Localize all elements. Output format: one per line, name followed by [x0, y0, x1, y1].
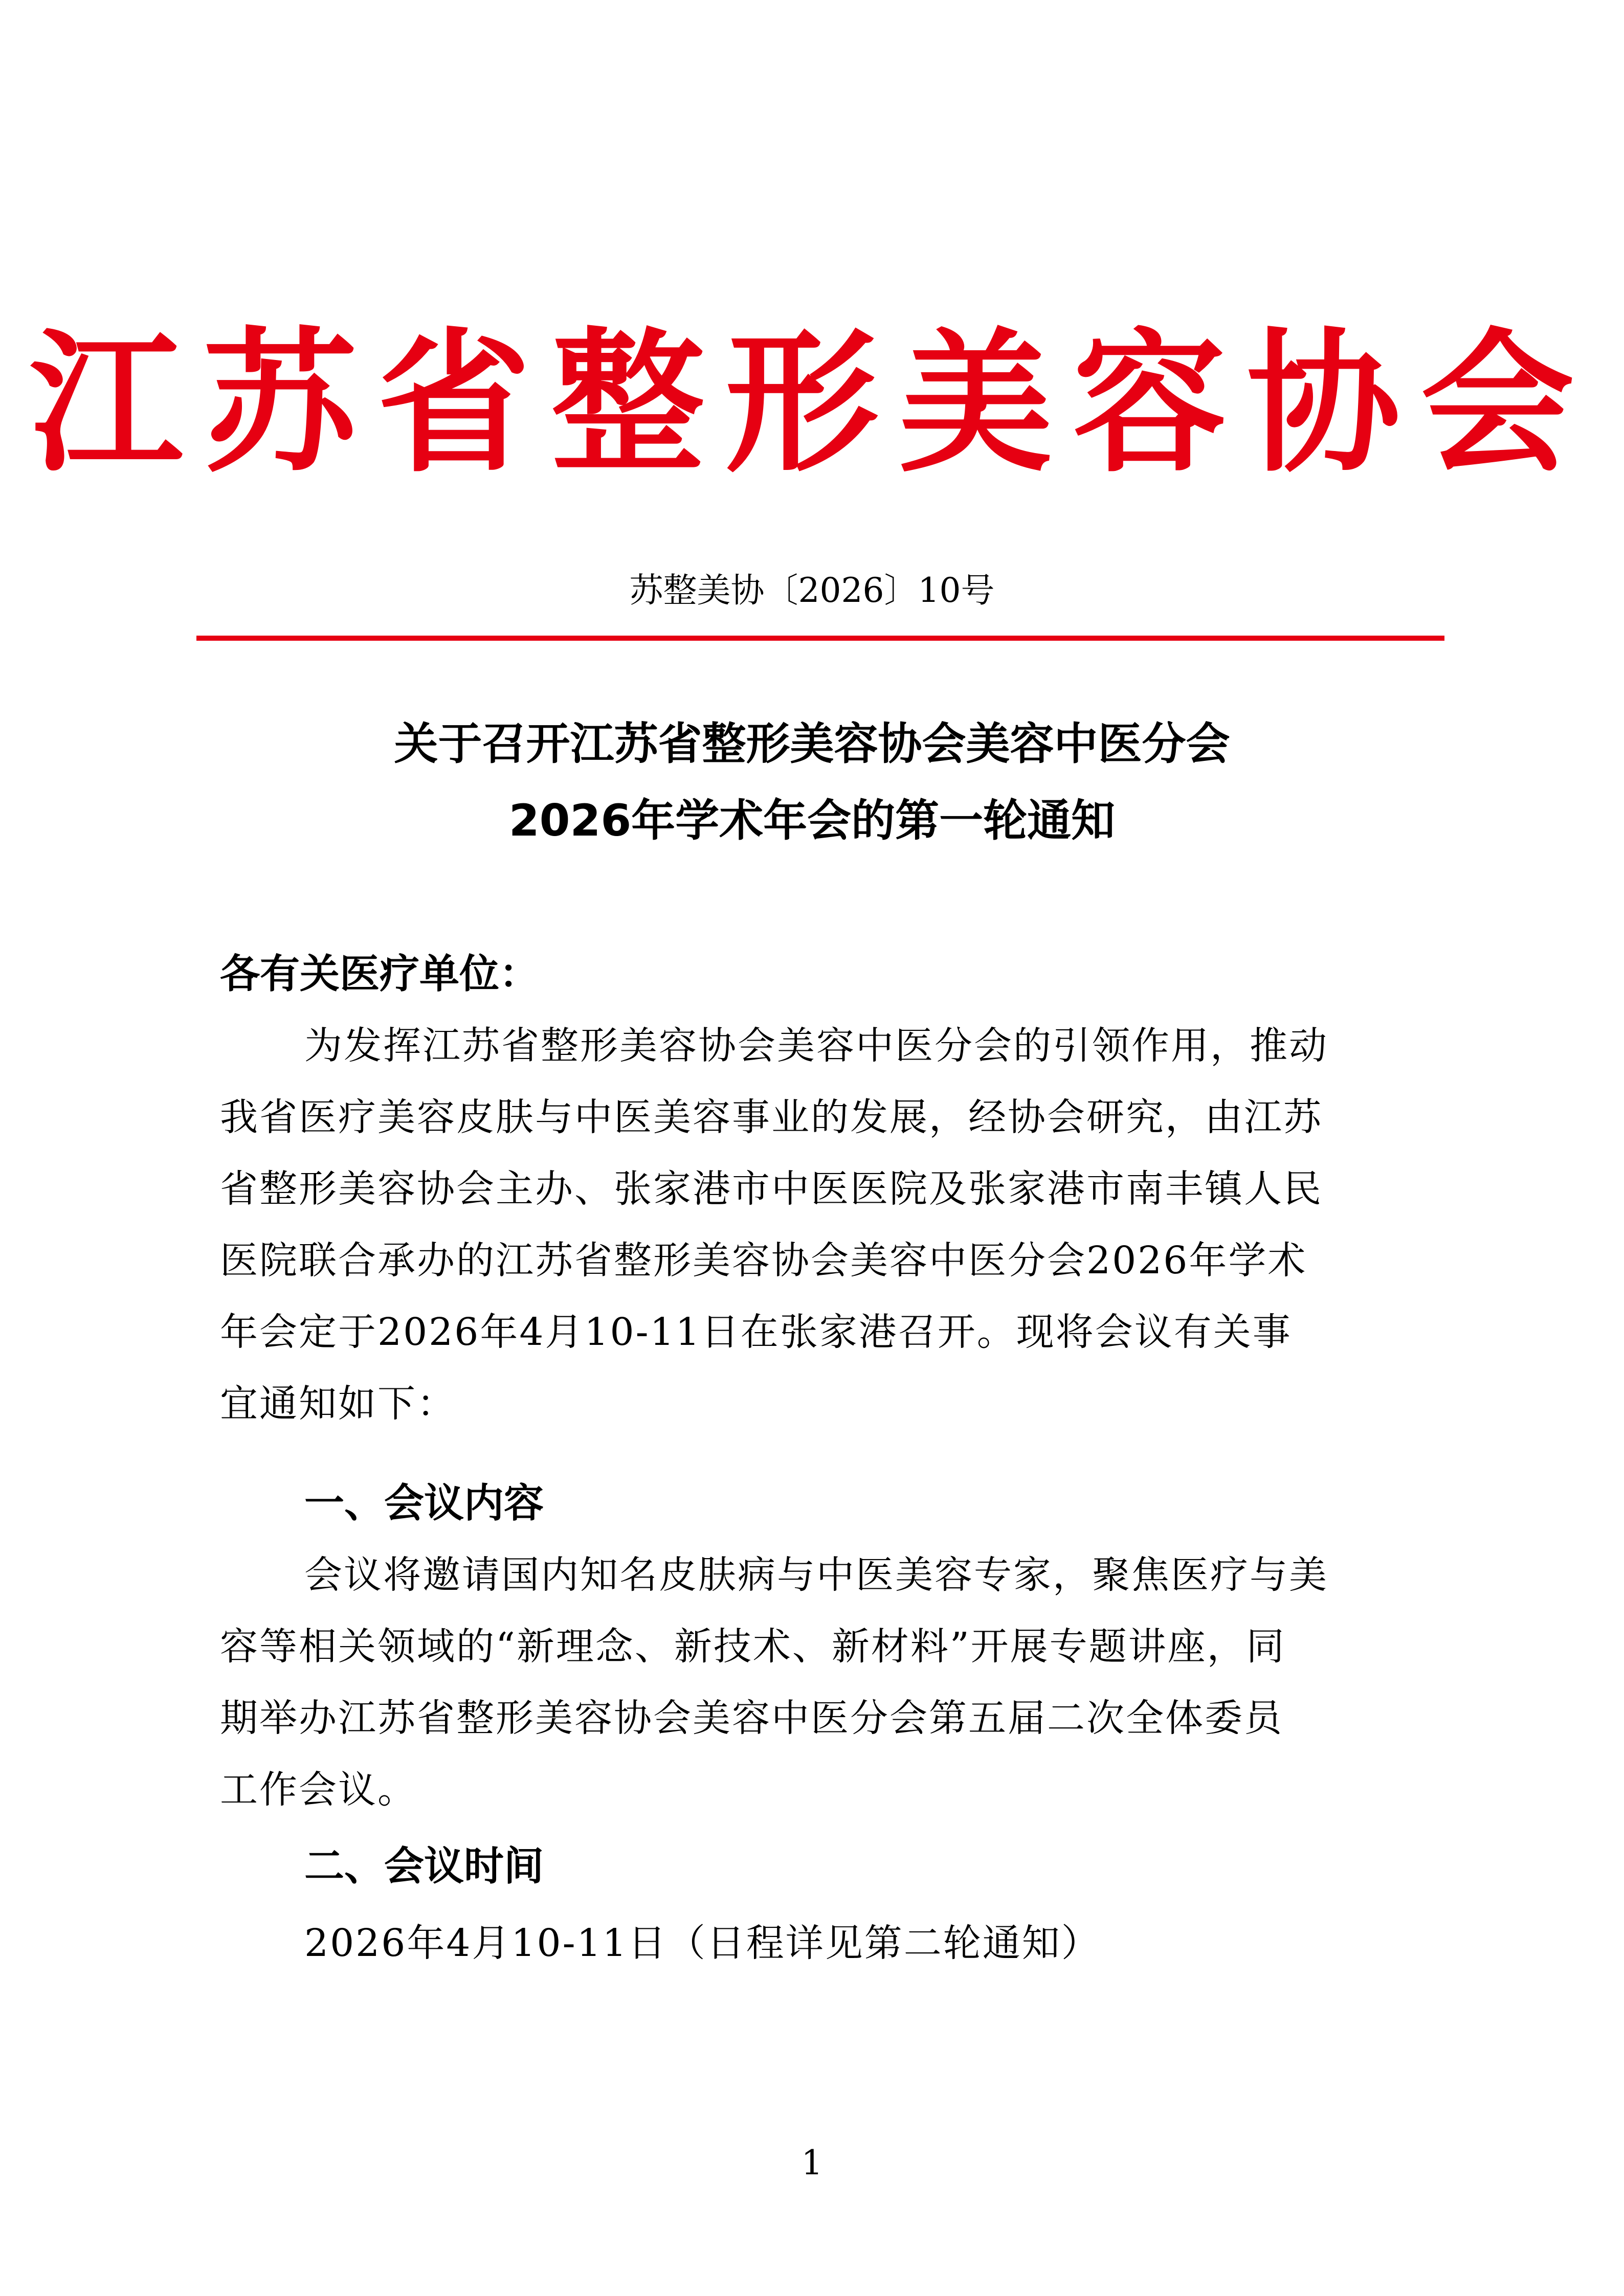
organization-name: 江苏省整形美容协会: [29, 314, 1595, 493]
intro-paragraph-line: 省整形美容协会主办、张家港市中医医院及张家港市南丰镇人民: [220, 1167, 1323, 1211]
salutation: 各有关医疗单位：: [220, 951, 540, 997]
section-content-line: 工作会议。: [220, 1768, 417, 1812]
page-number: 1: [801, 2143, 823, 2182]
section-content-line: 期举办江苏省整形美容协会美容中医分会第五届二次全体委员: [220, 1696, 1283, 1740]
intro-paragraph-line: 医院联合承办的江苏省整形美容协会美容中医分会2026年学术: [220, 1239, 1307, 1282]
section-content-line: 会议将邀请国内知名皮肤病与中医美容专家，聚焦医疗与美: [304, 1553, 1328, 1597]
section-time-line: 2026年4月10-11日（日程详见第二轮通知）: [304, 1921, 1101, 1965]
intro-paragraph-line: 为发挥江苏省整形美容协会美容中医分会的引领作用，推动: [304, 1024, 1328, 1068]
notice-title-line-1: 关于召开江苏省整形美容协会美容中医分会: [394, 718, 1230, 770]
notice-title-line-2: 2026年学术年会的第一轮通知: [508, 795, 1116, 846]
section-heading-time: 二、会议时间: [304, 1843, 544, 1889]
section-content-line: 容等相关领域的“新理念、新技术、新材料”开展专题讲座，同: [220, 1625, 1286, 1669]
red-divider-line: [196, 636, 1444, 641]
intro-paragraph-line: 我省医疗美容皮肤与中医美容事业的发展，经协会研究，由江苏: [220, 1095, 1323, 1139]
document-number: 苏整美协〔2026〕10号: [629, 571, 995, 610]
intro-paragraph-line: 年会定于2026年4月10-11日在张家港召开。现将会议有关事: [220, 1310, 1292, 1354]
intro-paragraph-line: 宜通知如下：: [220, 1382, 456, 1426]
section-heading-content: 一、会议内容: [304, 1480, 544, 1526]
